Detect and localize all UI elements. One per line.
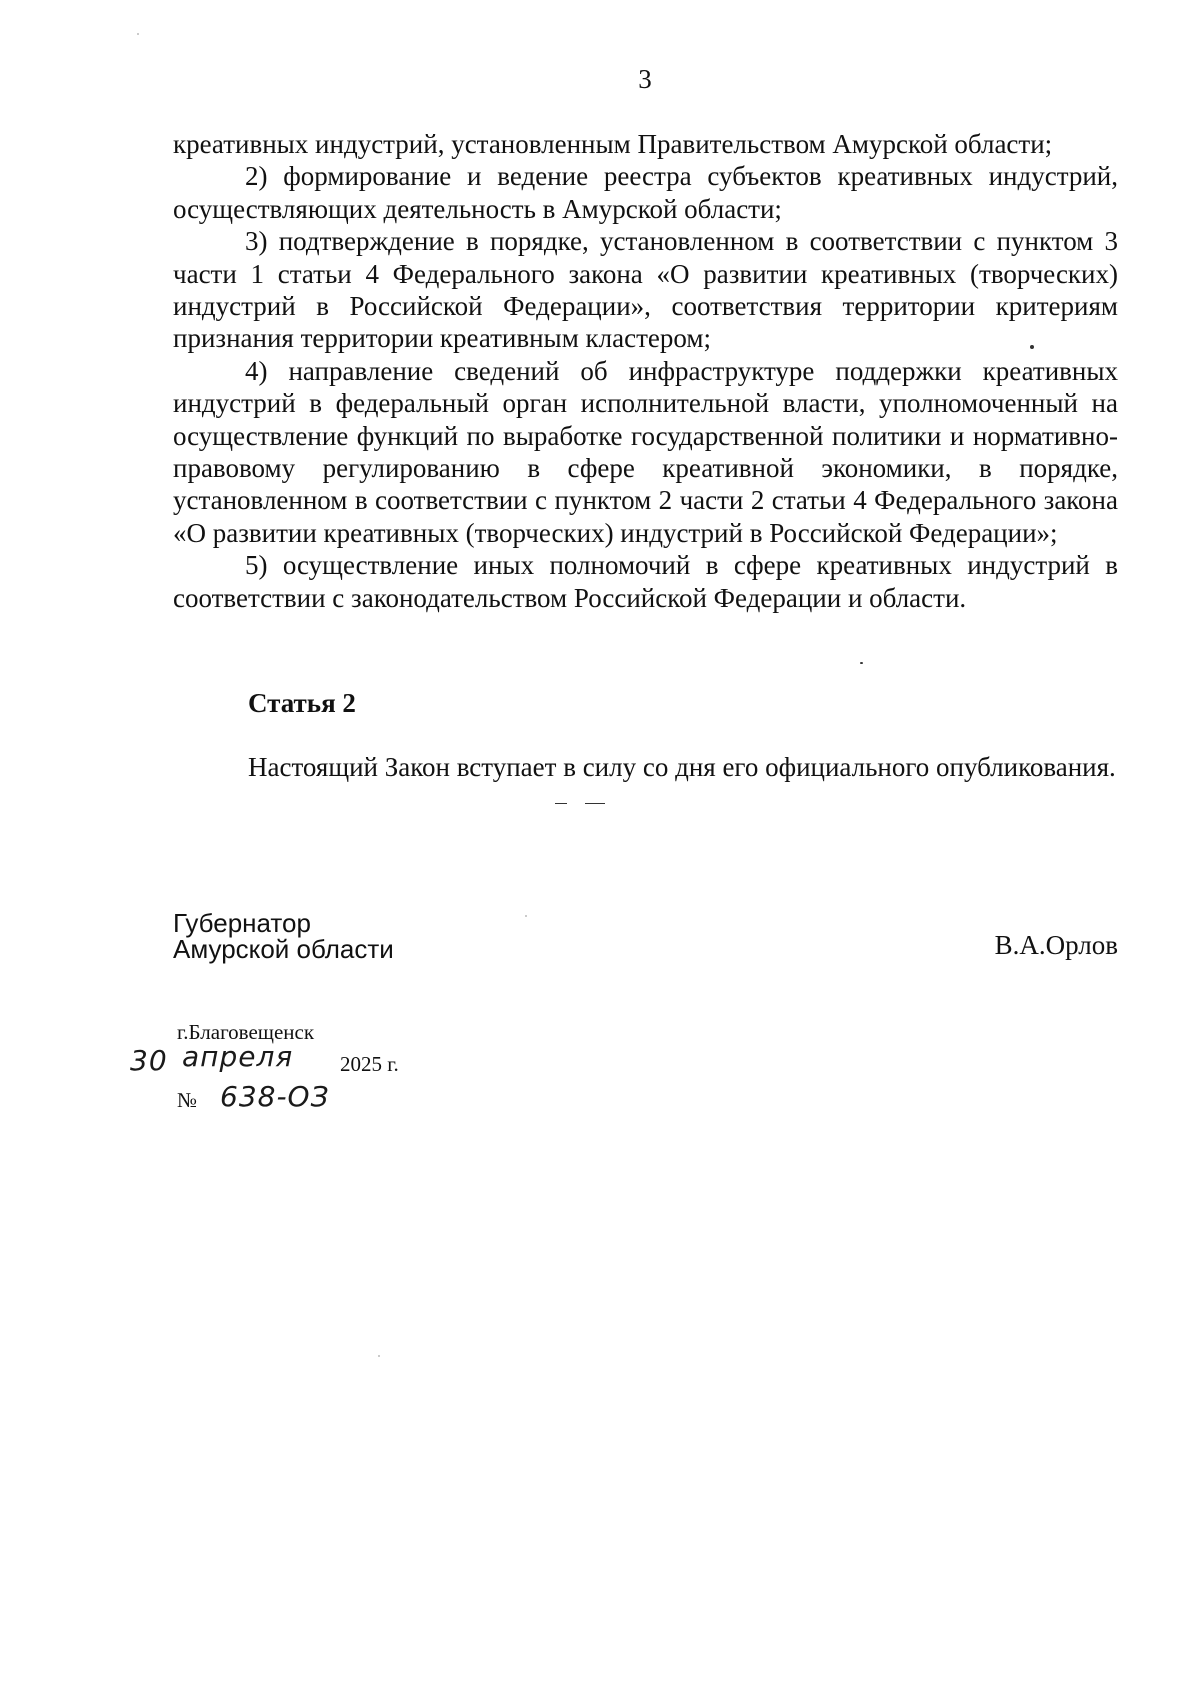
signing-date: [130, 1040, 430, 1084]
signatory-region: Амурской области: [173, 934, 394, 964]
signatory-name: В.А.Орлов: [994, 930, 1118, 960]
scan-speck: [137, 33, 139, 35]
paragraph-item-2: 2) формирование и ведение реестра субъектов креативных индустрий, осуществляющих деятельность в Амурской области;: [173, 161, 1118, 224]
article-2-body: [173, 750, 1118, 784]
scan-speck: [1030, 345, 1034, 349]
paragraph-continuation: креативных индустрий, установленным Правительством Амурской области;: [173, 129, 1053, 159]
date-year: 2025 г.: [340, 1052, 399, 1076]
article-2-text: Настоящий Закон вступает в силу со дня его официального опубликования.: [248, 752, 1116, 782]
paragraph-item-4: 4) направление сведений об инфраструктуре поддержки креативных индустрий в федеральный орган исполнительной власти, уполномоченный на осуществление функций по выработке государственной политики и нормативно-правовому регулированию в сфере креативной экономики, в порядке, установленном в соответствии с пунктом 2 части 2 статьи 4 Федерального закона «О развитии креативных (творческих) индустрий в Российской Федерации»;: [173, 355, 1118, 548]
scan-speck: [555, 803, 567, 804]
scan-speck: [525, 915, 527, 917]
handwritten-day: 30: [130, 1044, 168, 1077]
article-2-heading: Статья 2: [248, 688, 356, 718]
scan-speck: [378, 1355, 380, 1357]
handwritten-month: апреля: [182, 1040, 294, 1073]
handwritten-law-number: 638-ОЗ: [220, 1080, 330, 1113]
paragraph-item-5: 5) осуществление иных полномочий в сфере креативных индустрий в соответствии с законодательством Российской Федерации и области.: [173, 550, 1118, 613]
page-number: 3: [638, 64, 652, 94]
number-sign: №: [177, 1088, 198, 1112]
signatory-position: [173, 910, 394, 962]
paragraph-item-3: 3) подтверждение в порядке, установленном в соответствии с пунктом 3 части 1 статьи 4 Федерального закона «О развитии креативных (творческих) индустрий в Российской Федерации», соответствия территории критериям признания территории креативным кластером;: [173, 226, 1118, 354]
signatory-title: Губернатор: [173, 908, 311, 938]
law-number: [177, 1080, 477, 1120]
place-of-signing: г.Благовещенск: [177, 1020, 315, 1044]
scan-speck: [860, 662, 863, 664]
article-1-continuation: [173, 128, 1118, 614]
scan-speck: [585, 803, 605, 804]
